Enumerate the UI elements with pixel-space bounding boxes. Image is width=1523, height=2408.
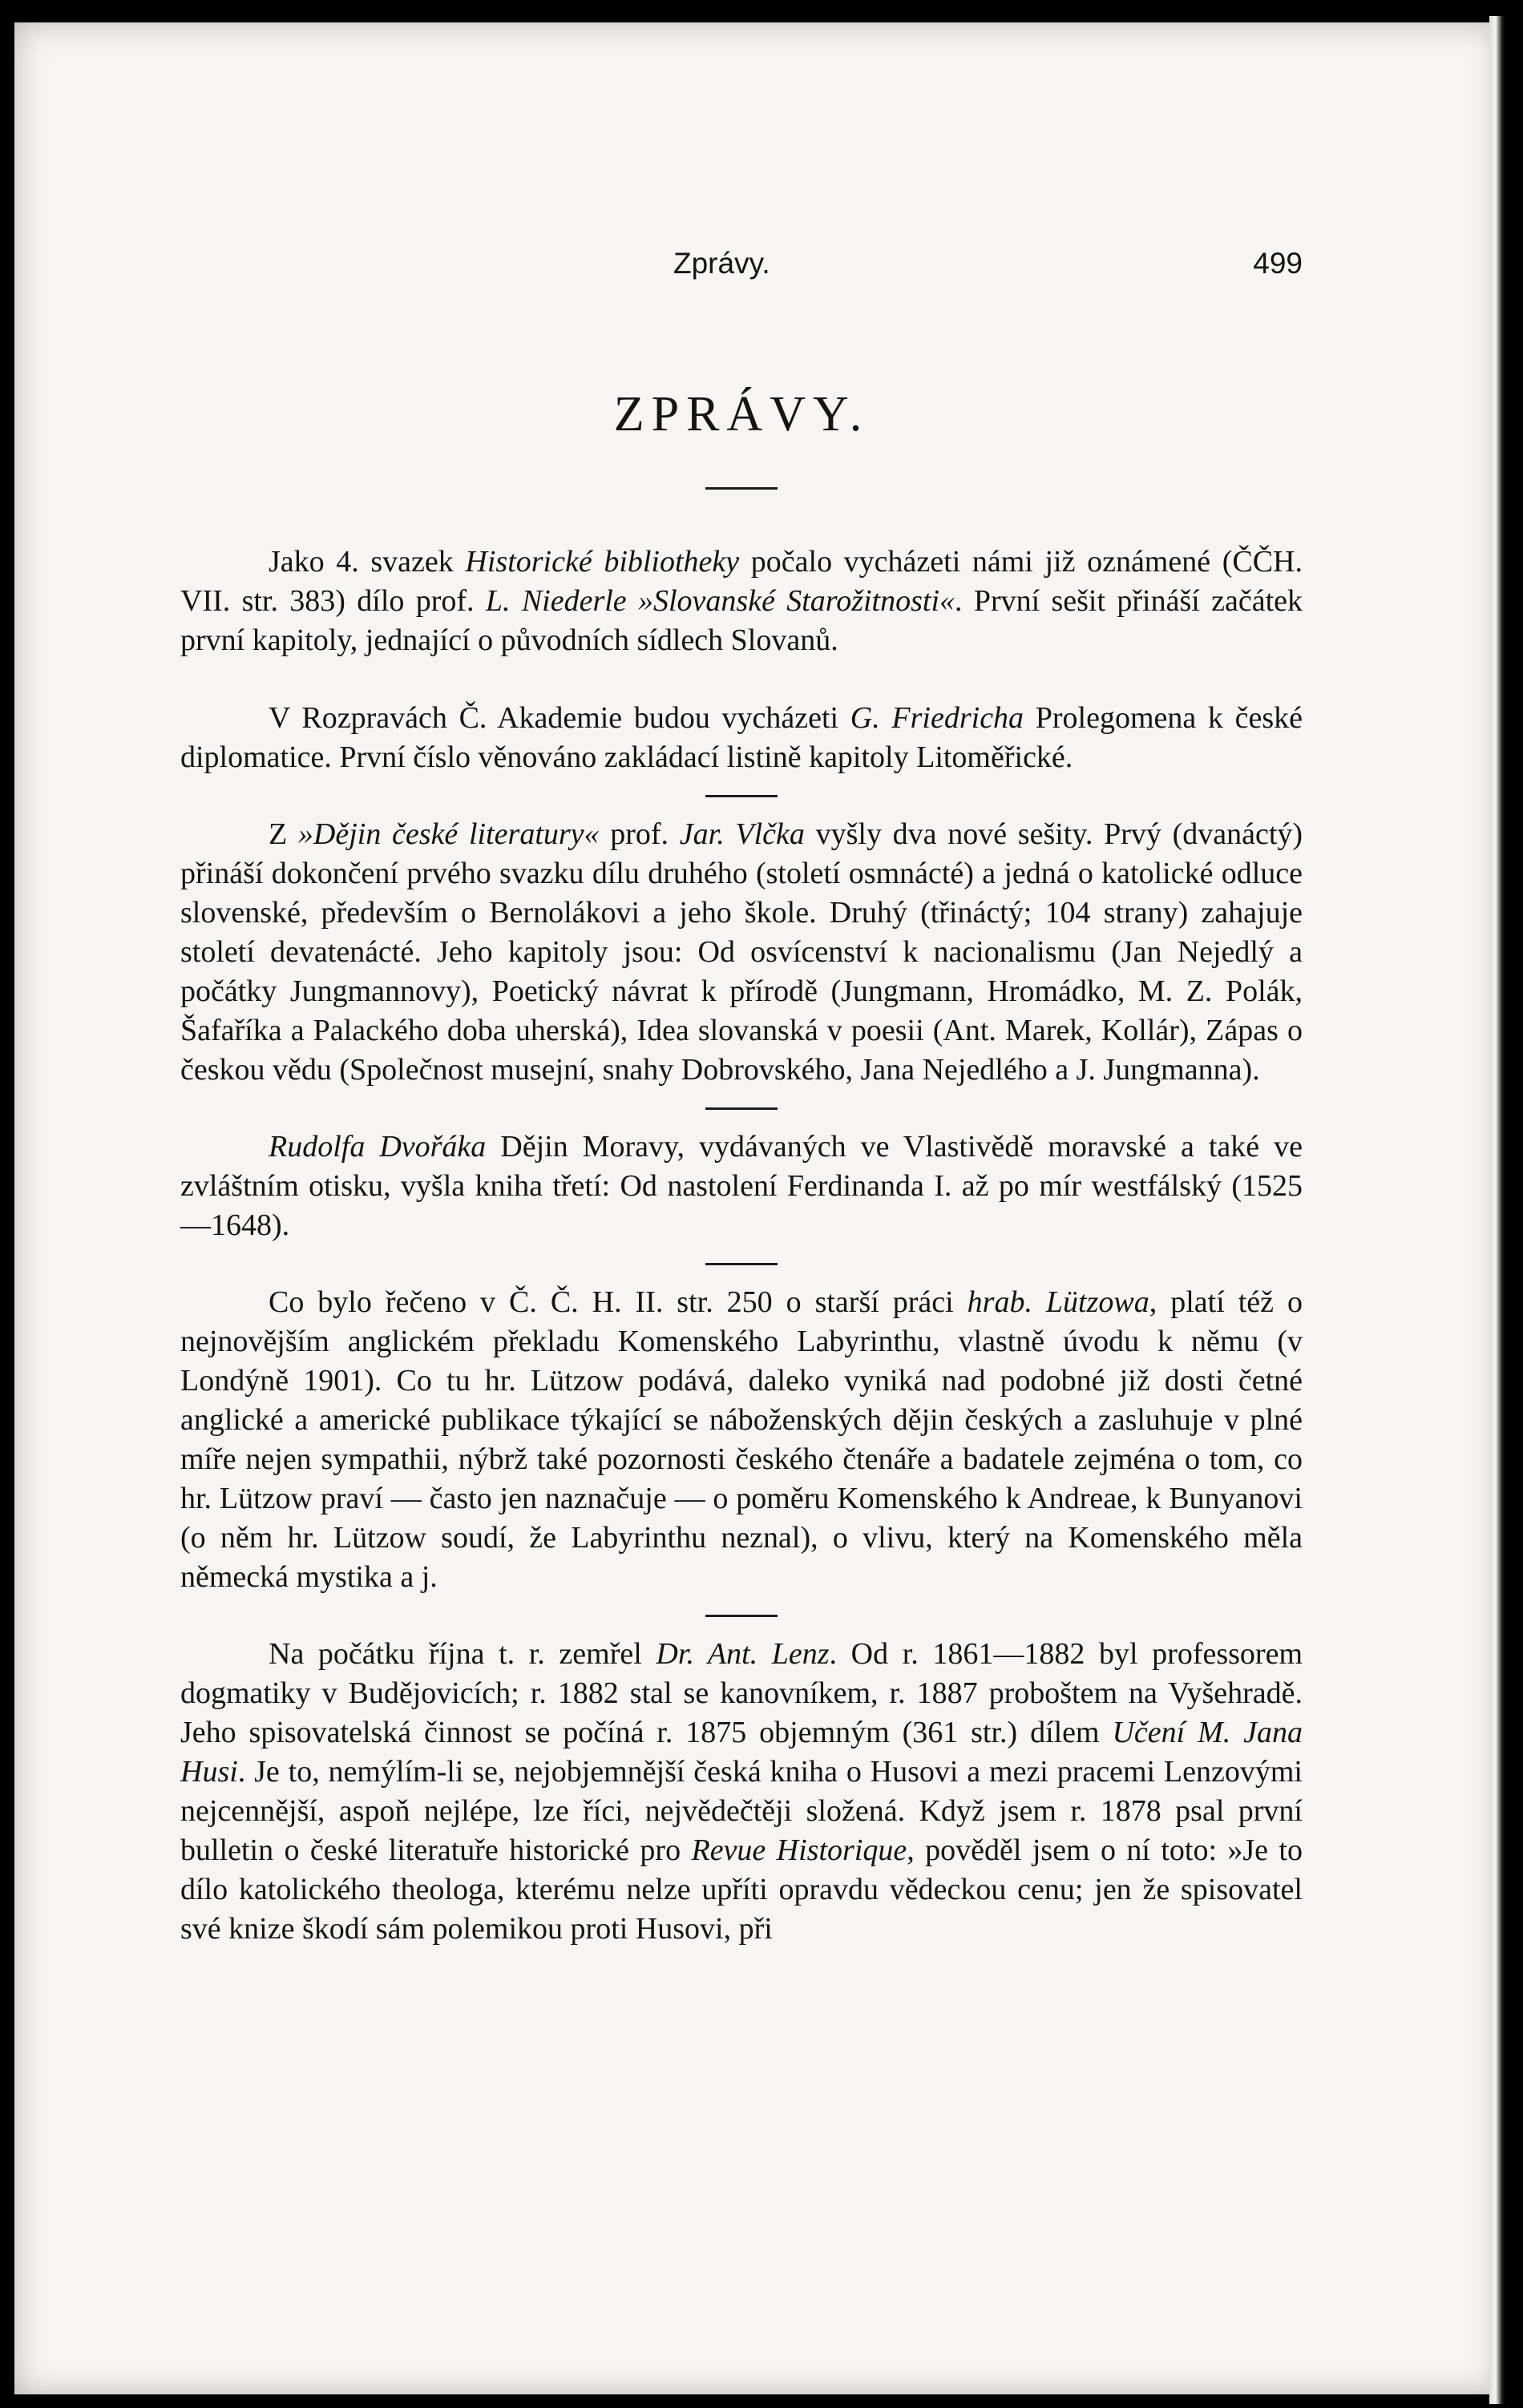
text-run: Prolegomena k české diplomatice. První číslo věnováno zakládací listině kapitoly Litoměřické. <box>180 701 1303 774</box>
text-run: vyšly dva nové sešity. Prvý (dvanáctý) přináší dokončení prvého svazku dílu druhého (století osmnácté) a jedná o katolické odluce slovenské, především o Bernolákovi a jeho škole. Druhý (třináctý; 104 strany) zahajuje století devatenácté. Jeho kapitoly jsou: Od osvícenství k nacionalismu (Jan Nejedlý a počátky Jungmannovy), Poetický návrat k přírodě (Jungmann, Hromádko, M. Z. Polák, Šafaříka a Palackého doba uherská), Idea slovanská v poesii (Ant. Marek, Kollár), Zápas o českou vědu (Společnost musejní, snahy Dobrovského, Jana Nejedlého a J. Jungmanna). <box>180 817 1303 1087</box>
italic-text: Revue Historique <box>691 1833 907 1867</box>
italic-text: Historické bibliotheky <box>465 545 740 579</box>
divider <box>705 487 778 490</box>
text-run: V Rozpravách Č. Akademie budou vycházeti <box>269 701 850 735</box>
news-body <box>180 487 1303 1949</box>
italic-text: »Dějin české literatury« <box>297 817 600 851</box>
text-run: počalo vycházeti námi již oznámené (ČČH. VII. str. 383) dílo prof. <box>180 545 1303 618</box>
text-run: , pověděl jsem o ní toto: »Je to dílo katolického theologa, kterému nelze upříti opravdu vědeckou cenu; jen že spisovatel své knize škodí sám polemikou proti Husovi, při <box>180 1833 1303 1946</box>
text-run: Dějin Moravy, vydávaných ve Vlastivědě moravské a také ve zvláštním otisku, vyšla kniha třetí: Od nastolení Ferdinanda I. až po mír westfálský (1525—1648). <box>180 1130 1303 1242</box>
text-run: Co bylo řečeno v Č. Č. H. II. str. 250 o starší práci <box>269 1285 968 1319</box>
divider <box>705 1263 778 1265</box>
news-item-friedrich <box>180 699 1303 777</box>
divider <box>705 1107 778 1110</box>
italic-text: Rudolfa Dvořáka <box>269 1130 487 1164</box>
section-heading: ZPRÁVY. <box>613 386 870 442</box>
divider <box>705 795 778 797</box>
italic-text: hrab. Lützowa <box>967 1285 1149 1319</box>
italic-text: Dr. Ant. Lenz <box>656 1637 830 1671</box>
text-run: . Od r. 1861—1882 byl professorem dogmatiky v Budějovicích; r. 1882 stal se kanovníkem, r. 1887 proboštem na Vyšehradě. Jeho spisovatelská činnost se počíná r. 1875 objemným (361 str.) dílem <box>180 1637 1303 1749</box>
text-run: . První sešit přináší začátek první kapitoly, jednající o původních sídlech Slovanů. <box>180 584 1303 657</box>
news-item-vlcek <box>180 815 1303 1090</box>
italic-text: G. Friedricha <box>850 701 1024 735</box>
divider <box>705 1615 778 1617</box>
running-title: Zprávy. <box>673 247 770 280</box>
running-head <box>180 247 1303 287</box>
page-number: 499 <box>1253 247 1303 280</box>
news-item-niederle <box>180 543 1303 660</box>
paragraph-gap <box>180 660 1303 699</box>
news-item-lutzow <box>180 1283 1303 1597</box>
italic-text: L. Niederle »Slovanské Starožitnosti« <box>485 584 955 618</box>
italic-text: Učení M. Jana Husi <box>180 1716 1303 1789</box>
text-run: Z <box>269 817 298 851</box>
italic-text: Jar. Vlčka <box>679 817 805 851</box>
text-run: Jako 4. svazek <box>269 545 466 579</box>
news-item-dvorak <box>180 1127 1303 1245</box>
text-run: , platí též o nejnovějším anglickém překladu Komenského Labyrinthu, vlastně úvodu k němu (v Londýně 1901). Co tu hr. Lützow podává, daleko vyniká nad podobné již dosti četné anglické a americké publikace týkající se náboženských dějin českých a zasluhuje v plné míře nejen sympathii, nýbrž také pozornosti českého čtenáře a badatele zejména o tom, co hr. Lützow praví — často jen naznačuje — o poměru Komenského k Andreae, k Bunyanovi (o něm hr. Lützow soudí, že Labyrinthu neznal), o vlivu, který na Komenského měla německá mystika a j. <box>180 1285 1303 1594</box>
binding-edge <box>1489 16 1505 2404</box>
text-run: prof. <box>599 817 680 851</box>
news-item-lenz <box>180 1635 1303 1949</box>
text-run: . Je to, nemýlím-li se, nejobjemnější česká kniha o Husovi a mezi pracemi Lenzovými nejcennější, aspoň nejlépe, lze říci, nejvědečtěji složená. Když jsem r. 1878 psal první bulletin o české literatuře historické pro <box>180 1755 1303 1867</box>
text-run: Na počátku října t. r. zemřel <box>269 1637 656 1671</box>
